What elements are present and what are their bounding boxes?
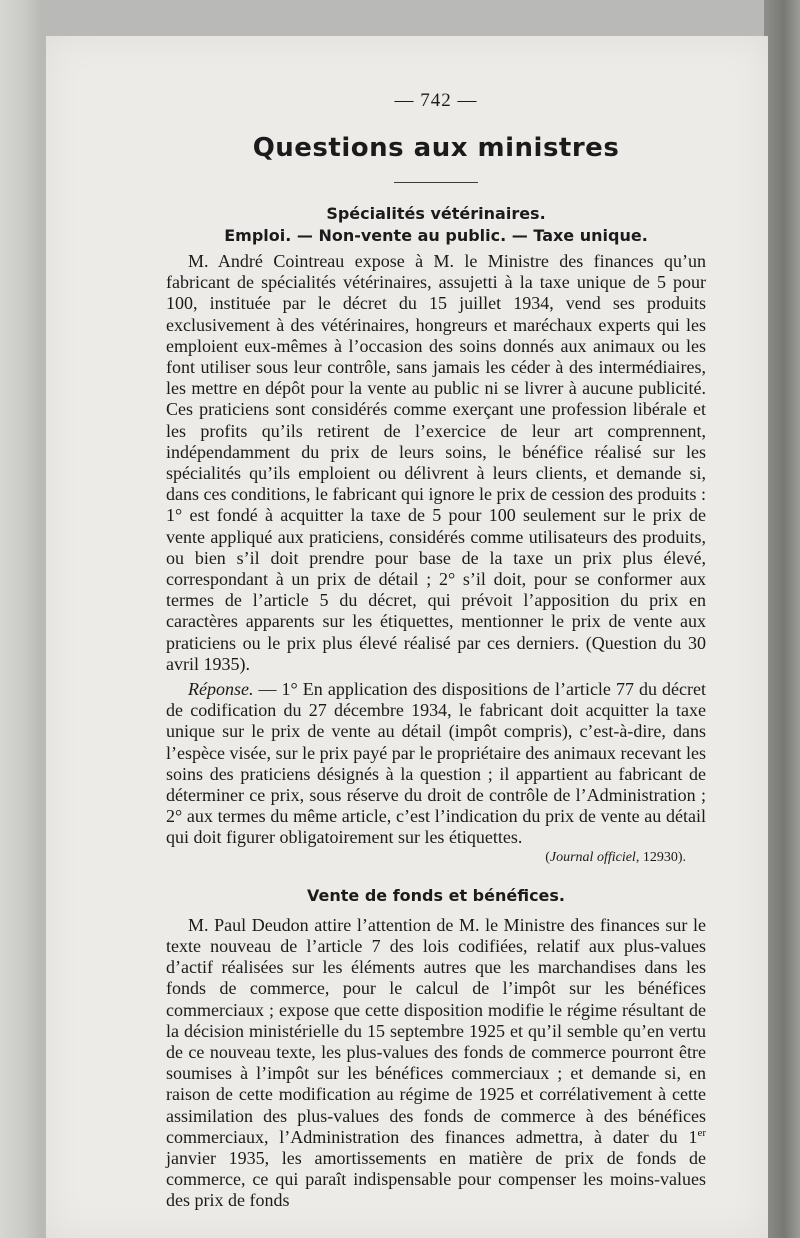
reply-text: — 1° En application des dispositions de l’article 77 du décret de codification du 27 décembre 1934, le fabricant doit acquitter la taxe unique sur le prix de vente au détail (impôt compris), c’est-à-dire, dans l’espèce visée, sur le prix payé par le propriétaire des animaux recevant les soins des praticiens désignés à la question ; il appartient au fabricant de déterminer ce prix, sous réserve du droit de contrôle de l’Administration ; 2° aux termes du même article, c’est l’indication du prix de vente au détail qui doit figurer obligatoirement sur les étiquettes. [166, 679, 706, 848]
title-divider [394, 182, 478, 183]
document-page [46, 36, 768, 1238]
scan-right-edge [764, 0, 800, 1238]
deudon-text-part2: janvier 1935, les amortissements en matière de prix de fonds de commerce, ce qui paraît indispensable pour compenser les moins-values des prix de fonds [166, 1147, 706, 1211]
citation-source: Journal officiel [549, 849, 636, 865]
section-subheading-veterinary: Emploi. — Non-vente au public. — Taxe unique. [224, 226, 648, 245]
reply-paragraph [166, 679, 706, 849]
page-content [166, 88, 706, 1212]
page-title: Questions aux ministres [252, 133, 620, 163]
reply-label: Réponse. [188, 679, 254, 700]
deudon-text-part1: M. Paul Deudon attire l’attention de M. le Ministre des finances sur le texte nouveau de l’article 7 des lois codifiées, relatif aux plus-values d’actif réalisées sur les éléments autres que les marchandises dans les fonds de commerce, pour le calcul de l’impôt sur les bénéfices commerciaux ; expose que cette disposition modifie le régime résultant de la décision ministérielle du 15 septembre 1925 et qu’il semble qu’en vertu de ce nouveau texte, les plus-values des fonds de commerce pourront être soumises à l’impôt sur les bénéfices commerciaux ; et demande si, en raison de cette modification au régime de 1925 et corrélativement à cette assimilation des plus-values des fonds de commerce à des bénéfices commerciaux, l’Administration des finances admettra, à dater du 1 [166, 914, 706, 1147]
section-heading-fonds: Vente de fonds et bénéfices. [307, 885, 565, 905]
ordinal-superscript: er [697, 1126, 706, 1139]
citation: (Journal officiel, 12930). [545, 849, 686, 865]
question-paragraph-deudon [166, 915, 706, 1212]
page-number: — 742 — [394, 90, 478, 111]
section-heading-veterinary: Spécialités vétérinaires. [326, 204, 546, 223]
question-paragraph-cointreau: M. André Cointreau expose à M. le Ministre des finances qu’un fabricant de spécialités vétérinaires, assujetti à la taxe unique de 5 pour 100, instituée par le décret du 15 juillet 1934, vend ses produits exclusivement à des vétérinaires, hongreurs et maréchaux experts qui les emploient eux-mêmes à l’occasion des soins donnés aux animaux ou les font utiliser sous leur contrôle, sans jamais les céder à des intermédiaires, les mettre en dépôt pour la vente au public ni se livrer à aucune publicité. Ces praticiens sont considérés comme exerçant une profession libérale et les profits qu’ils retirent de l’exercice de leur art comprennent, indépendamment du prix de leurs soins, le bénéfice réalisé sur les spécialités qu’ils emploient ou délivrent à leurs clients, et demande si, dans ces conditions, le fabricant qui ignore le prix de cession des produits : 1° est fondé à acquitter la taxe de 5 pour 100 seulement sur le prix de vente appliqué aux praticiens, considérés comme utilisateurs des produits, ou bien s’il doit prendre pour base de la taxe un prix plus élevé, correspondant à un prix de détail ; 2° s’il doit, pour se conformer aux termes de l’article 5 du décret, qui prévoit l’apposition du prix en caractères apparents sur les étiquettes, mentionner le prix de vente aux praticiens ou le prix plus élevé réalisé par ces derniers. (Question du 30 avril 1935). [166, 251, 706, 674]
citation-reference: , 12930). [635, 849, 686, 865]
scan-left-margin [0, 0, 42, 1238]
